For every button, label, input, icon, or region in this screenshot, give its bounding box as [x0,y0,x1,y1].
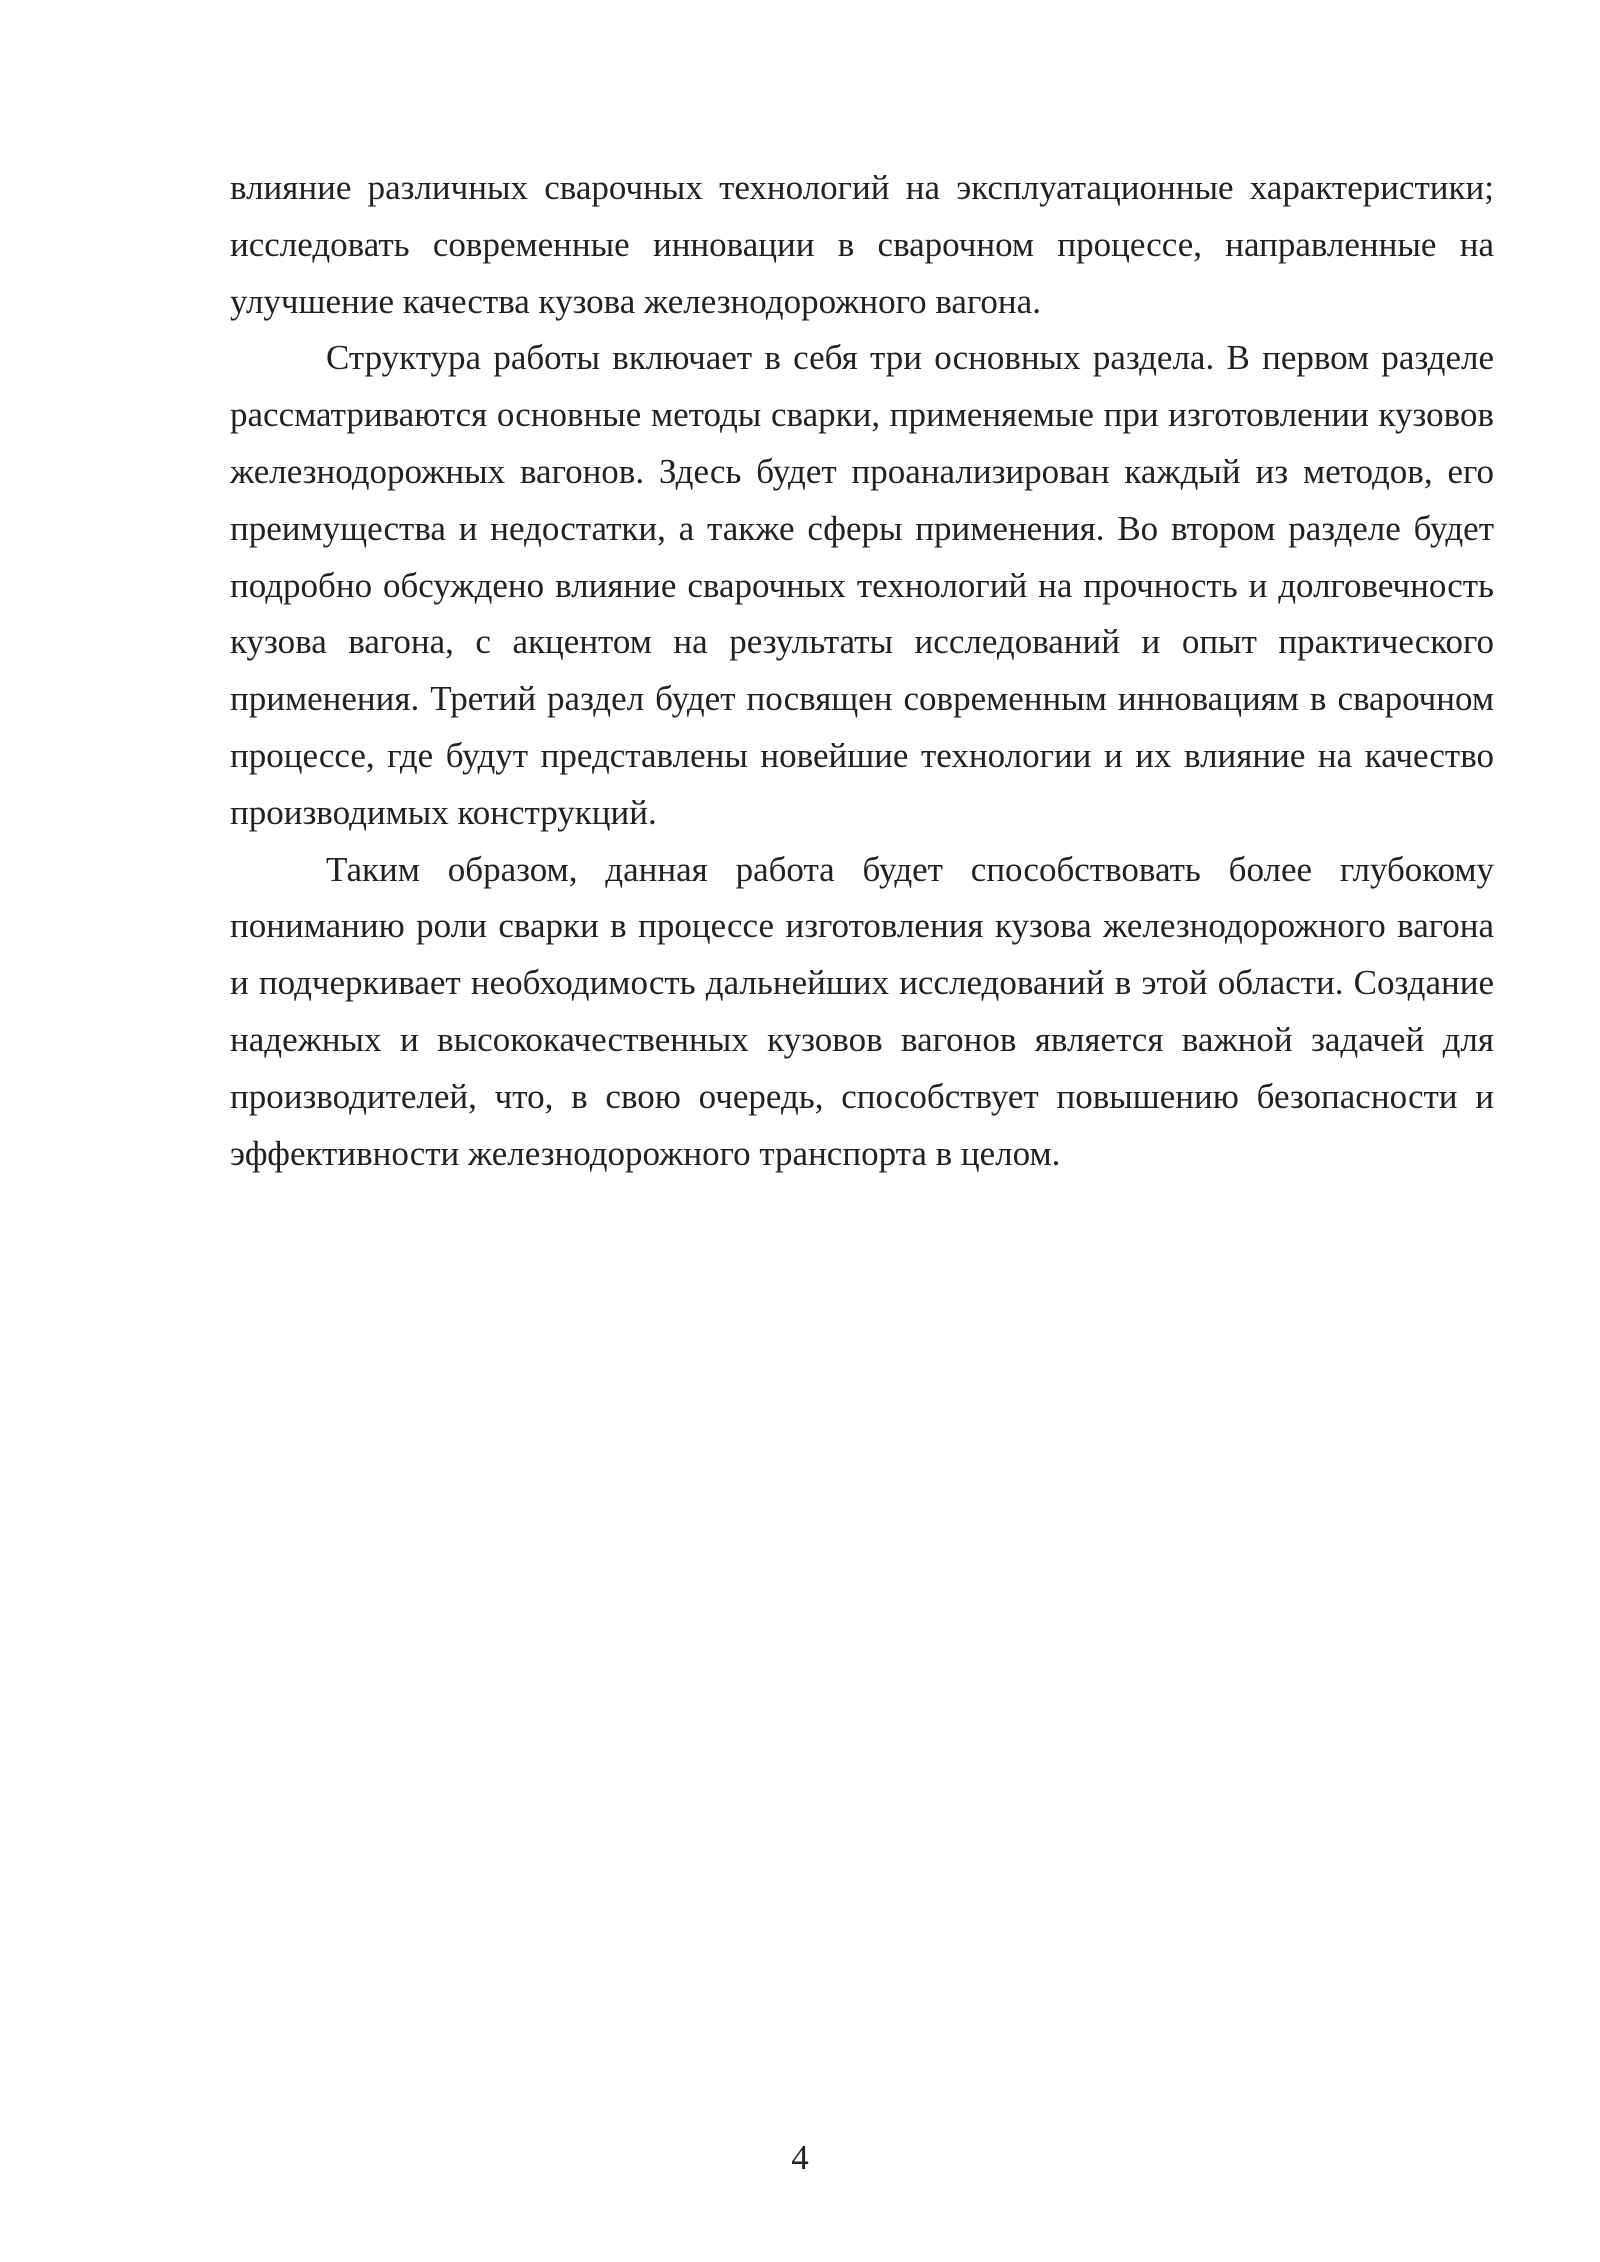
page-number: 4 [791,2138,809,2177]
paragraph-continuation: влияние различных сварочных технологий на эксплуатационные характеристики; исследовать современные инновации в сварочном процессе, направленные на улучшение качества кузова железнодорожного вагона. [230,168,1494,321]
body-text [230,160,1494,1182]
paragraph-conclusion: Таким образом, данная работа будет способствовать более глубокому пониманию роли сварки в процессе изготовления кузова железнодорожного вагона и подчеркивает необходимость дальнейших исследований в этой области. Создание надежных и высококачественных кузовов вагонов является важной задачей для производителей, что, в свою очередь, способствует повышению безопасности и эффективности железнодорожного транспорта в целом. [230,849,1494,1173]
paragraph-structure: Структура работы включает в себя три основных раздела. В первом разделе рассматриваются основные методы сварки, применяемые при изготовлении кузовов железнодорожных вагонов. Здесь будет проанализирован каждый из методов, его преимущества и недостатки, а также сферы применения. Во втором разделе будет подробно обсуждено влияние сварочных технологий на прочность и долговечность кузова вагона, с акцентом на результаты исследований и опыт практического применения. Третий раздел будет посвящен современным инновациям в сварочном процессе, где будут представлены новейшие технологии и их влияние на качество производимых конструкций. [230,338,1494,832]
